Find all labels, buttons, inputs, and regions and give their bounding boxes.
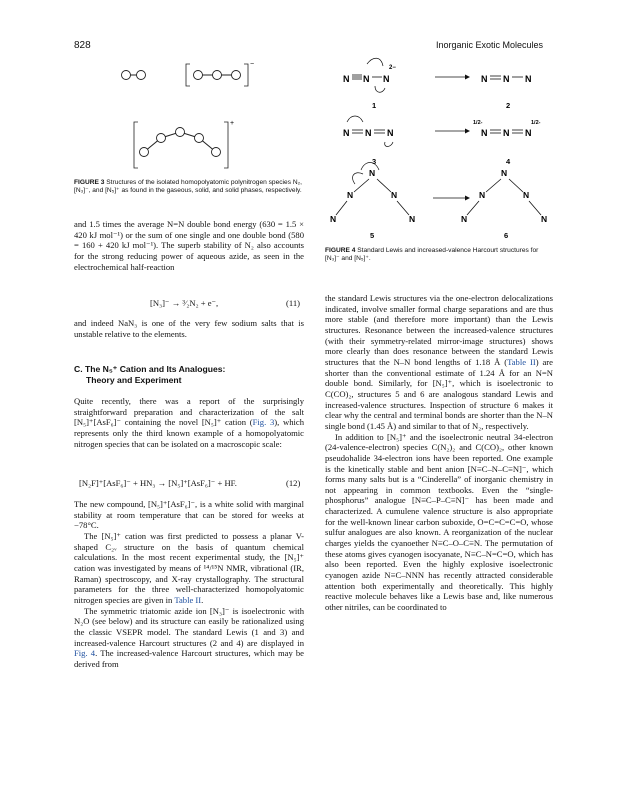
equation-11-number: (11)	[286, 298, 300, 308]
equation-11: [N₃]⁻ → ³⁄₂N₂ + e⁻,	[150, 298, 219, 308]
svg-text:N: N	[525, 128, 532, 138]
figure-3-caption	[74, 179, 305, 195]
right-paragraph-1: the standard Lewis structures via the one-electron delocalizations indicated, involve smaller formal charge separations and are thus more stable (and therefore more important) than the Lewis structures. Resonance between the increased-valence structures (with their symmetry-related mirror-image structures) shows more clearly than does resonance between the standard Lewis structures that the N–N bond lengths of 1.18 Å (Table II) are shorter than the conventional estimate of 1.24 Å for an N=N double bond. Similarly, for [N₅]⁺, which is isoelectronic to C(CO)₂, structures 5 and 6 are analogous standard Lewis and increased-valence structures. Inspection of structure 6 makes it clear why the central and terminal bonds are shorter than the N–N single bond (1.45 Å) and similar to that of N₂, respectively.	[325, 293, 553, 431]
svg-text:N: N	[541, 214, 548, 224]
left-paragraph-2: and indeed NaN₃ is one of the very few sodium salts that is unstable relative to the elements.	[74, 318, 304, 339]
pentazenium-cation	[134, 122, 228, 168]
svg-text:N: N	[481, 128, 488, 138]
svg-text:N: N	[363, 74, 370, 84]
left-paragraph-4: The new compound, [N₅]⁺[AsF₆]⁻, is a white solid with marginal stability at room temperature that can be stored for weeks at −78°C.	[74, 499, 304, 531]
figure-3-caption-text: Structures of the isolated homopolyatomic polynitrogen species N₂, [N₃]⁻, and [N₅]⁺ as found in the gaseous, solid, and solid phases, respectively.	[74, 179, 302, 195]
fig-4-link[interactable]: Fig. 4	[74, 648, 96, 659]
section-title-line-1: C. The N₅⁺ Cation and Its Analogues:	[74, 364, 226, 374]
figure-4-lewis-structures	[325, 52, 553, 242]
azide-charge: −	[250, 61, 255, 68]
label-6: 6	[504, 231, 509, 240]
label-1: 1	[372, 101, 377, 110]
svg-text:N: N	[479, 190, 486, 200]
section-title	[74, 364, 304, 386]
figure-4-caption-text: Standard Lewis and increased-valence Harcourt structures for [N₃]⁻ and [N₅]⁺.	[325, 247, 539, 263]
svg-text:N: N	[481, 74, 488, 84]
svg-text:2−: 2−	[389, 65, 396, 71]
svg-text:N: N	[347, 190, 354, 200]
left-column-block-3	[74, 396, 304, 449]
svg-text:N: N	[461, 214, 468, 224]
right-column	[325, 293, 553, 613]
svg-text:N: N	[343, 128, 350, 138]
left-column-block-2	[74, 318, 304, 339]
fig-3-link[interactable]: Fig. 3	[252, 417, 275, 428]
svg-text:1/2-: 1/2-	[473, 120, 483, 126]
label-4: 4	[506, 157, 511, 166]
svg-text:N: N	[503, 74, 510, 84]
equation-12: [N₂F]⁺[AsF₆]⁻ + HN₃ → [N₅]⁺[AsF₆]⁻ + HF.	[79, 478, 237, 488]
section-title-line-2: Theory and Experiment	[86, 375, 182, 385]
left-column	[74, 219, 304, 272]
svg-text:N: N	[523, 190, 530, 200]
pentazenium-charge: +	[230, 120, 235, 127]
right-paragraph-2: In addition to [N₅]⁺ and the isoelectronic neutral 34-electron (24-valence-electron) species C(N₂)₂ and C(CO)₂, other known pseudohalide 34-electron ions have been reported. One example is the kinetically stable and bent anion [N≡C–N–C≡N]⁻, which forms many salts but is a “Cinderella” of inorganic chemistry in not appearing in common textbooks. Even the “single-phosphorus” analogue [N≡C–P–C≡N]⁻ has been made and characterized. A cumulene valence structure is also appropriate for the well-known linear carbon suboxide, O=C=C=C=O, whose sulfur analogues are also known. A reorganization of the nuclear charges yields the cyanoether N≡C–O–C≡N. The permutation of these atoms gives cyanogen isocyanate, N≡C–N=C=O, which has also been reported. Even the highly explosive isoelectronic cyanogen azide N≡C–NNN has recently attracted considerable attention both experimentally and theoretically. This highly reactive molecule behaves like a Lewis base and, like numerous other nitriles, can be coordinated to	[325, 431, 553, 613]
n2-molecule	[122, 71, 146, 80]
left-column-block-4	[74, 499, 304, 670]
label-3: 3	[372, 157, 377, 166]
figure-3-caption-label: FIGURE 3	[74, 179, 105, 186]
svg-text:N: N	[525, 74, 532, 84]
svg-text:N: N	[369, 168, 376, 178]
label-2: 2	[506, 101, 511, 110]
svg-text:N: N	[383, 74, 390, 84]
svg-text:N: N	[503, 128, 510, 138]
svg-text:1/2-: 1/2-	[531, 120, 541, 126]
structure-4	[473, 120, 541, 138]
page-number: 828	[74, 40, 91, 51]
svg-text:N: N	[387, 128, 394, 138]
svg-text:N: N	[330, 214, 337, 224]
azide-anion	[186, 64, 248, 86]
structure-6	[461, 168, 547, 224]
left-paragraph-3: Quite recently, there was a report of the surprisingly straightforward preparation and characterization of the salt [N₅]⁺[AsF₆]⁻ containing the novel [N₅]⁺ cation (Fig. 3), which represents only the third known example of a homopolyatomic nitrogen species that can be isolated on a macroscopic scale:	[74, 396, 304, 449]
svg-text:N: N	[343, 74, 350, 84]
figure-3-structures	[74, 56, 314, 174]
figure-4-caption	[325, 247, 553, 263]
running-title: Inorganic Exotic Molecules	[435, 40, 543, 50]
equation-12-number: (12)	[286, 478, 301, 488]
svg-text:N: N	[391, 190, 398, 200]
structure-3	[343, 116, 394, 147]
left-paragraph-1: and 1.5 times the average N=N double bond energy (630 = 1.5 × 420 kJ mol⁻¹) or the sum of one single and one double bond (580 = 160 + 420 kJ mol⁻¹). The superb stability of N₂ also accounts for the strong reducing power of aqueous azide, as seen in the electrochemical half-reaction	[74, 219, 304, 272]
table-2-link-right[interactable]: Table II	[507, 356, 536, 367]
figure-4-caption-label: FIGURE 4	[325, 247, 356, 254]
label-5: 5	[370, 231, 375, 240]
table-2-link[interactable]: Table II	[174, 594, 202, 605]
left-paragraph-6: The symmetric triatomic azide ion [N₃]⁻ is isoelectronic with N₂O (see below) and its structure can easily be rationalized using the classic VSEPR model. The standard Lewis (1 and 3) and increased-valence Harcourt structures (2 and 4) are displayed in Fig. 4. The increased-valence Harcourt structures, which may be derived from	[74, 605, 304, 669]
svg-text:N: N	[409, 214, 416, 224]
left-paragraph-5: The [N₅]⁺ cation was first predicted to possess a planar V-shaped C₂ᵥ structure on the basis of quantum chemical calculations. In the most recent experimental study, the [N₅]⁺ cation was investigated by means of ¹⁴/¹⁵N NMR, vibrational (IR, Raman) spectroscopy, and X-ray crystallography. The structural parameters for the three well-characterized homopolyatomic nitrogen species are given in Table II.	[74, 530, 304, 605]
svg-text:N: N	[365, 128, 372, 138]
svg-text:N: N	[501, 168, 508, 178]
structure-5	[330, 163, 415, 225]
structure-1	[343, 58, 396, 92]
structure-2	[481, 74, 532, 84]
